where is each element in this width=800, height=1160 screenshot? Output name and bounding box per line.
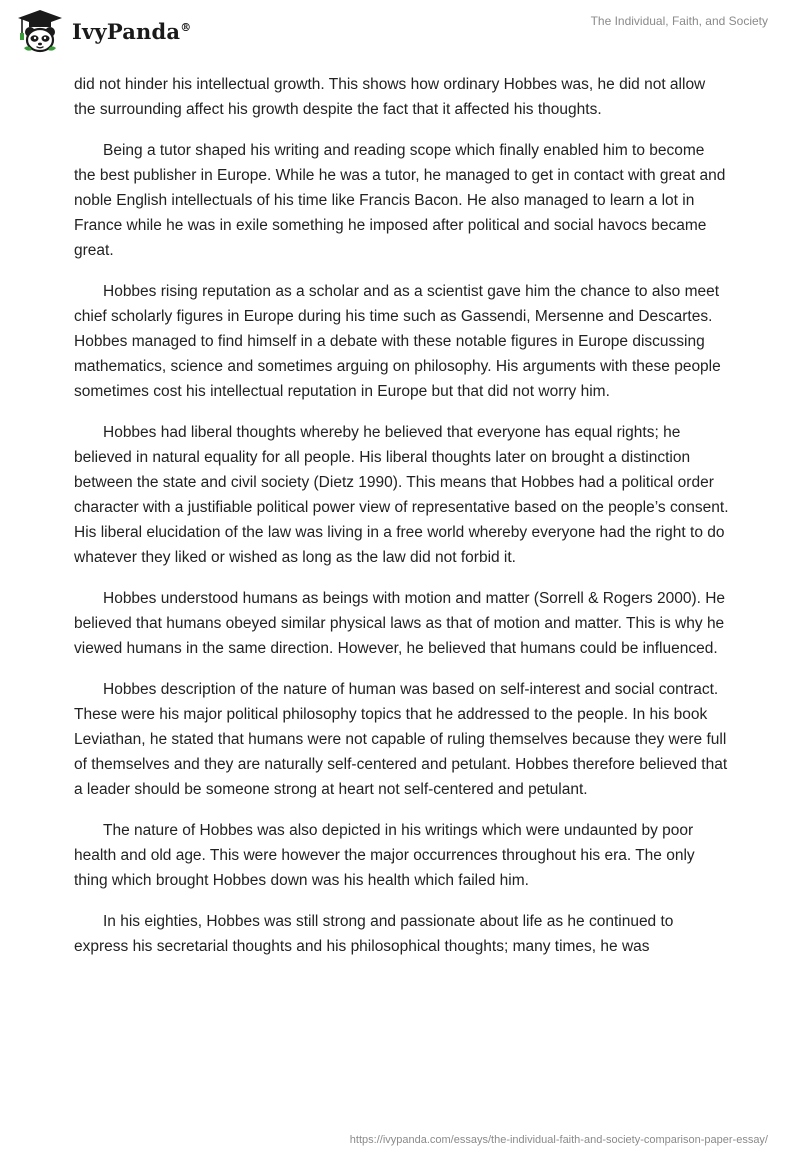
paragraph: Hobbes understood humans as beings with motion and matter (Sorrell & Rogers 2000). He believed that humans obeyed similar physical laws as that of motion and matter. This is why he viewed humans in the same direction. However, he believed that humans could be influenced. bbox=[74, 590, 726, 657]
brand-name: IvyPanda® bbox=[72, 18, 192, 44]
paragraph: Hobbes rising reputation as a scholar and as a scientist gave him the chance to also meet chief scholarly figures in Europe during his time such as Gassendi, Mersenne and Descartes. Hobbes managed to find himself in a debate with these notable figures in Europe discussing mathematics, science and sometimes arguing on philosophy. His arguments with these people sometimes cost his intellectual reputation in Europe but that did not worry him. bbox=[74, 283, 721, 400]
document-title: The Individual, Faith, and Society bbox=[590, 14, 768, 28]
ivypanda-logo[interactable] bbox=[14, 8, 191, 54]
paragraph: Being a tutor shaped his writing and reading scope which finally enabled him to become the best publisher in Europe. While he was a tutor, he managed to get in contact with great and noble English intellectuals of his time like Francis Bacon. He also managed to learn a lot in France while he was in exile something he imposed after political and social havocs became great. bbox=[74, 142, 726, 259]
paragraph: Hobbes had liberal thoughts whereby he believed that everyone has equal rights; he believed in natural equality for all people. His liberal thoughts later on brought a distinction between the state and civil society (Dietz 1990). This means that Hobbes had a political order character with a justifiable political power view of representative based on the people’s consent. His liberal elucidation of the law was living in a free world whereby everyone had the right to do whatever they liked or wished as long as the law did not forbid it. bbox=[74, 424, 729, 566]
paragraph: The nature of Hobbes was also depicted in his writings which were undaunted by poor health and old age. This were however the major occurrences throughout his era. The only thing which brought Hobbes down was his health which failed him. bbox=[74, 822, 695, 889]
paragraph: Hobbes description of the nature of human was based on self-interest and social contract. These were his major political philosophy topics that he addressed to the people. In his book Leviathan, he stated that humans were not capable of ruling themselves because they were full of themselves and they are naturally self-centered and petulant. Hobbes therefore believed that a leader should be someone strong at heart not self-centered and petulant. bbox=[74, 681, 728, 798]
paragraph-continued: did not hinder his intellectual growth. This shows how ordinary Hobbes was, he did not allow the surrounding affect his growth despite the fact that it affected his thoughts. bbox=[74, 76, 706, 118]
page-header bbox=[0, 0, 800, 64]
panda-graduate-icon bbox=[14, 8, 66, 54]
paragraph: In his eighties, Hobbes was still strong and passionate about life as he continued to express his secretarial thoughts and his philosophical thoughts; many times, he was bbox=[74, 913, 674, 955]
source-url[interactable]: https://ivypanda.com/essays/the-individual-faith-and-society-comparison-paper-essay/ bbox=[349, 1134, 768, 1146]
brand-registered-mark: ® bbox=[180, 20, 192, 34]
essay-body bbox=[74, 72, 730, 975]
